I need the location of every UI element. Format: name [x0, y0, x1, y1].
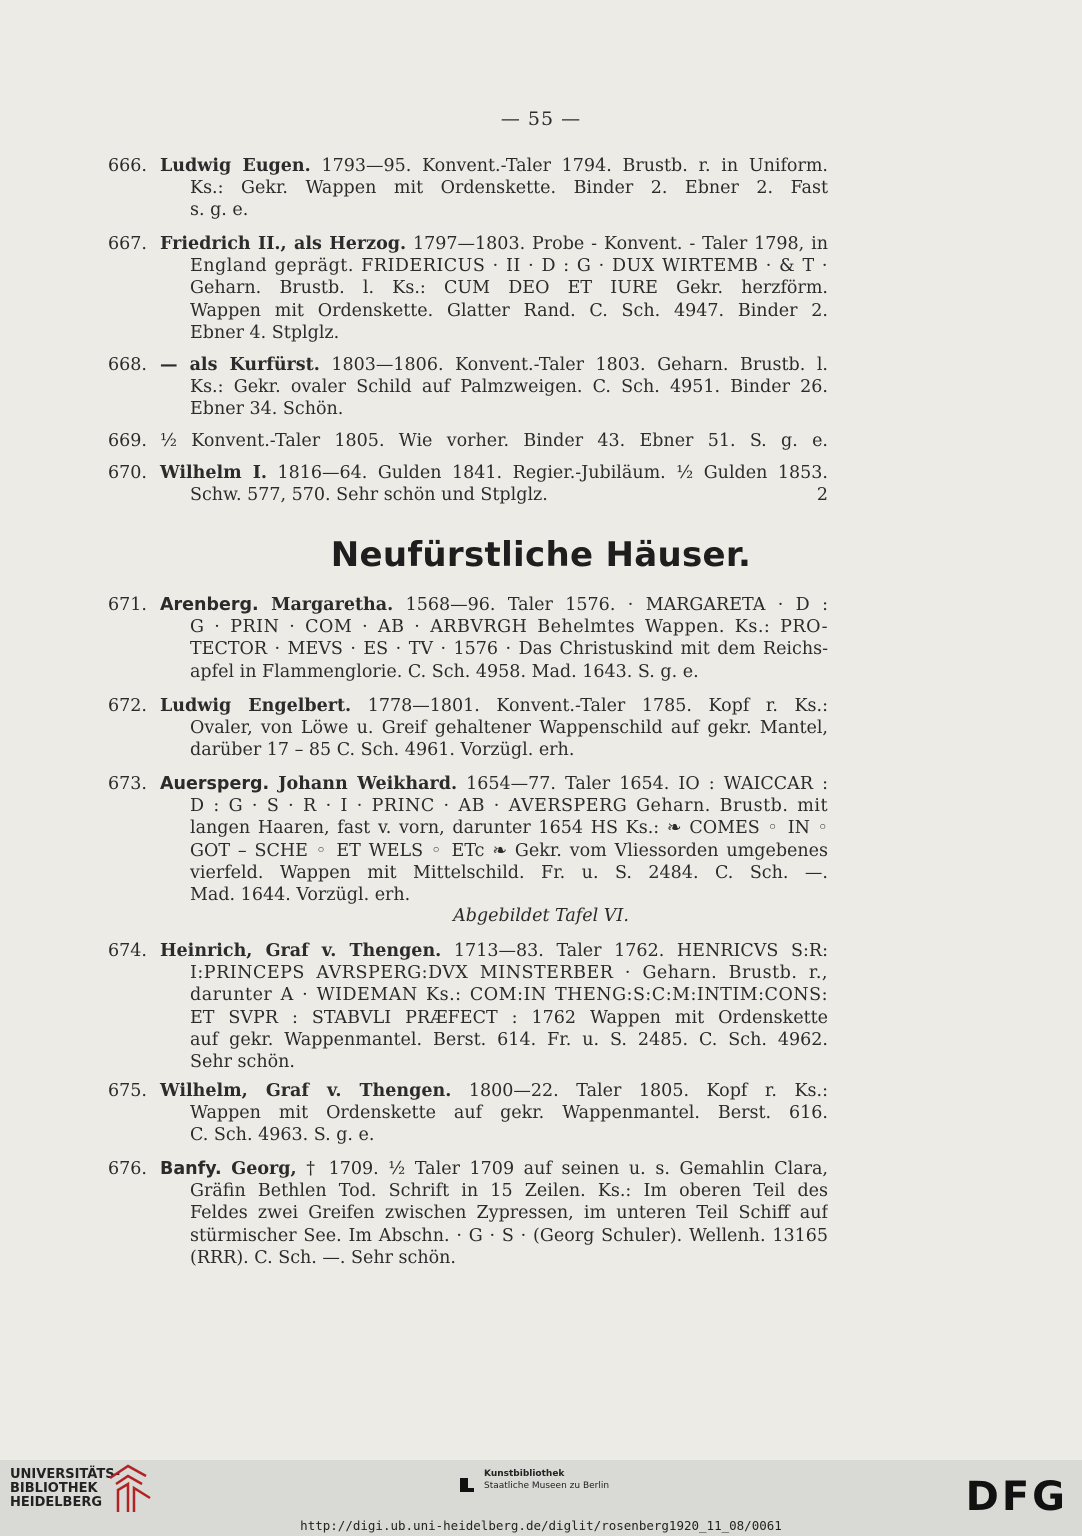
entry-675: 675. Wilhelm, Graf v. Thengen. 1800—22. Taler 1805. Kopf r. Ks.: Wappen mit Ordenskette auf gekr. Wappenmantel. Berst. 616. C. Sch. 4963. S. g. e. — [108, 1081, 828, 1146]
entry-name: Ludwig Eugen. — [160, 156, 311, 176]
entry-subname: Johann Weikhard. — [278, 774, 458, 794]
figure-reference: Abgebildet Tafel VI. — [453, 906, 629, 926]
entry-name: Heinrich, Graf v. Thengen. — [160, 941, 442, 961]
entry-669: 669. ½ Konvent.-Taler 1805. Wie vorher. Binder 43. Ebner 51. S. g. e. — [108, 431, 828, 451]
kunstbibliothek-mark-icon — [458, 1470, 478, 1494]
entry-subname: Margaretha. — [271, 595, 394, 615]
university-library-logo: UNIVERSITÄTS- BIBLIOTHEK HEIDELBERG — [10, 1467, 120, 1510]
viewer-footer — [0, 1460, 1082, 1536]
entry-673: 673. Auersperg. Johann Weikhard. 1654—77. Taler 1654. IO : WAICCAR : D : G · S · R · I · PRINC · AB · AVERSPERG Geharn. Brustb. mit langen Haaren, fast v. vorn, darunter 1654 HS Ks.: ❧ COMES ◦ IN ◦ GOT – SCHE ◦ ET WELS ◦ ETc ❧ Gekr. vom Vliessorden umgebenes vierfeld. Wappen mit Mittelschild. Fr. u. S. 2484. C. Sch. —. Mad. 1644. Vorzügl. erh. — [108, 774, 828, 906]
entry-value: 2 — [816, 485, 828, 506]
dfg-logo: DFG — [965, 1474, 1068, 1520]
section-heading: Neufürstliche Häuser. — [330, 535, 752, 575]
entry-670: 670. Wilhelm I. 1816—64. Gulden 1841. Regier.-Jubiläum. ½ Gulden 1853. Schw. 577, 570. Sehr schön und Stplglz. 2 — [108, 463, 828, 506]
entry-subname: Georg, — [231, 1159, 297, 1179]
entry-name: Friedrich II., als Herzog. — [160, 234, 407, 254]
entry-name: Banfy. — [160, 1159, 222, 1179]
entry-674: 674. Heinrich, Graf v. Thengen. 1713—83. Taler 1762. HENRICVS S:R: I:PRINCEPS AVRSPERG:DVX MINSTERBER · Geharn. Brustb. r., darunter A · WIDEMAN Ks.: COM:IN THENG:S:C:M:INTIM:CONS: ET SVPR : STABVLI PRÆFECT : 1762 Wappen mit Ordenskette auf gekr. Wappenmantel. Berst. 614. Fr. u. S. 2485. C. Sch. 4962. Sehr schön. — [108, 941, 828, 1073]
entry-name: Arenberg. — [160, 595, 259, 615]
page-number: — 55 — — [500, 108, 582, 130]
entry-667: 667. Friedrich II., als Herzog. 1797—1803. Probe - Konvent. - Taler 1798, in England geprägt. FRIDERICUS · II · D : G · DUX WIRTEMB · & T · Geharn. Brustb. l. Ks.: CUM DEO ET IURE Gekr. herzförm. Wappen mit Ordenskette. Glatter Rand. C. Sch. 4947. Binder 2. Ebner 4. Stplglz. — [108, 234, 828, 343]
kunstbibliothek-logo: Kunstbibliothek Staatliche Museen zu Berlin — [464, 1468, 609, 1492]
entry-672: 672. Ludwig Engelbert. 1778—1801. Konvent.-Taler 1785. Kopf r. Ks.: Ovaler, von Löwe u. Greif gehaltener Wappenschild auf gekr. Mantel, darüber 17 – 85 C. Sch. 4961. Vorzügl. erh. — [108, 696, 828, 761]
entry-666: 666. Ludwig Eugen. 1793—95. Konvent.-Taler 1794. Brustb. r. in Uniform. Ks.: Gekr. Wappen mit Ordenskette. Binder 2. Ebner 2. Fast s. g. e. — [108, 156, 828, 221]
entry-name: Ludwig Engelbert. — [160, 696, 352, 716]
entry-name: — als Kurfürst. — [160, 355, 320, 375]
university-library-mark-icon — [106, 1462, 154, 1516]
entry-668: 668. — als Kurfürst. 1803—1806. Konvent.-Taler 1803. Geharn. Brustb. l. Ks.: Gekr. ovaler Schild auf Palmzweigen. C. Sch. 4951. Binder 26. Ebner 34. Schön. — [108, 355, 828, 420]
entry-name: Auersperg. — [160, 774, 270, 794]
permalink-url[interactable]: http://digi.ub.uni-heidelberg.de/diglit/rosenberg1920_11_08/0061 — [300, 1518, 782, 1533]
entry-name: Wilhelm, Graf v. Thengen. — [160, 1081, 452, 1101]
entry-676: 676. Banfy. Georg, † 1709. ½ Taler 1709 auf seinen u. s. Gemahlin Clara, Gräfin Bethlen Tod. Schrift in 15 Zeilen. Ks.: Im oberen Teil des Feldes zwei Greifen zwischen Zypressen, im unteren Teil Schiff auf stürmischer See. Im Abschn. · G · S · (Georg Schuler). Wellenh. 13165 (RRR). C. Sch. —. Sehr schön. — [108, 1159, 828, 1268]
entry-671: 671. Arenberg. Margaretha. 1568—96. Taler 1576. · MARGARETA · D : G · PRIN · COM · AB · ARBVRGH Behelmtes Wappen. Ks.: PRO- TECTOR · MEVS · ES · TV · 1576 · Das Christuskind mit dem Reichs- apfel in Flammenglorie. C. Sch. 4958. Mad. 1643. S. g. e. — [108, 595, 828, 682]
entry-name: Wilhelm I. — [160, 463, 267, 483]
